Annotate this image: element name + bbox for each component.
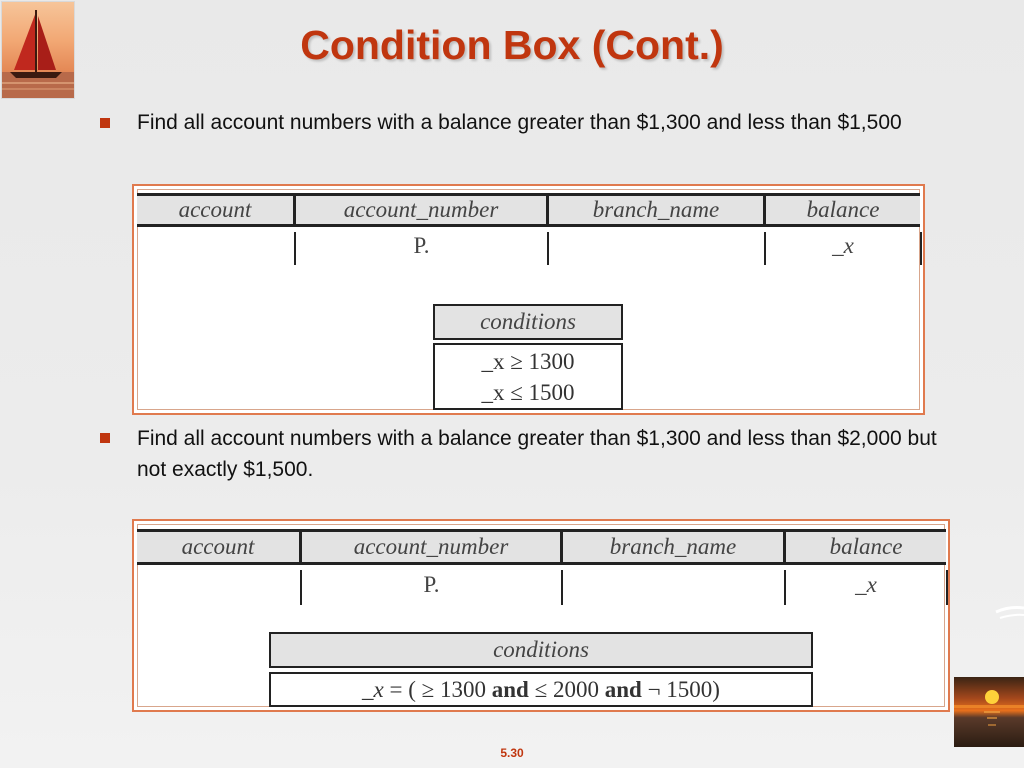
bullet-marker	[100, 118, 110, 128]
conditions-box-1	[433, 343, 623, 410]
header-account-number: account_number	[302, 532, 563, 562]
slide-number: 5.30	[500, 746, 524, 760]
qbe-row-2	[137, 570, 948, 605]
condition-line	[362, 677, 720, 702]
bullet-marker	[100, 433, 110, 443]
header-balance: balance	[806, 197, 880, 222]
cell-account-number: P.	[302, 570, 563, 605]
conditions-header-1: conditions	[433, 304, 623, 340]
condition-variable: _x	[362, 677, 384, 702]
decorative-curve-icon	[994, 598, 1024, 628]
cell-account	[137, 232, 296, 265]
qbe-table-header-1	[137, 193, 920, 227]
qbe-table-header-2	[137, 529, 946, 565]
condition-keyword: and	[491, 677, 529, 702]
cell-balance: _x	[786, 570, 948, 605]
header-account: account	[137, 532, 302, 562]
header-balance: balance	[829, 534, 903, 559]
page-title: Condition Box (Cont.)	[300, 22, 724, 68]
header-branch-name: branch_name	[549, 196, 766, 224]
condition-keyword: and	[604, 677, 642, 702]
header-branch-name: branch_name	[563, 532, 786, 562]
bullet-text-2: Find all account numbers with a balance greater than $1,300 and less than $2,000 but not exactly $1,500.	[137, 427, 937, 481]
cell-balance: _x	[766, 232, 922, 265]
condition-line: _x ≥ 1300	[481, 349, 575, 374]
conditions-header-2: conditions	[269, 632, 813, 668]
header-account: account	[137, 196, 296, 224]
condition-line: _x ≤ 1500	[481, 380, 575, 405]
header-account-number: account_number	[296, 196, 549, 224]
qbe-row-1	[137, 232, 922, 265]
cell-account-number: P.	[296, 232, 549, 265]
condition-text: ¬ 1500)	[641, 677, 720, 702]
sunset-image	[954, 677, 1024, 747]
cell-account	[137, 570, 302, 605]
conditions-box-2	[269, 672, 813, 707]
cell-branch-name	[563, 570, 786, 605]
bullet-text-1: Find all account numbers with a balance greater than $1,300 and less than $1,500	[137, 111, 902, 134]
condition-text: ≤ 2000	[528, 677, 605, 702]
cell-branch-name	[549, 232, 766, 265]
condition-text: = ( ≥ 1300	[383, 677, 492, 702]
